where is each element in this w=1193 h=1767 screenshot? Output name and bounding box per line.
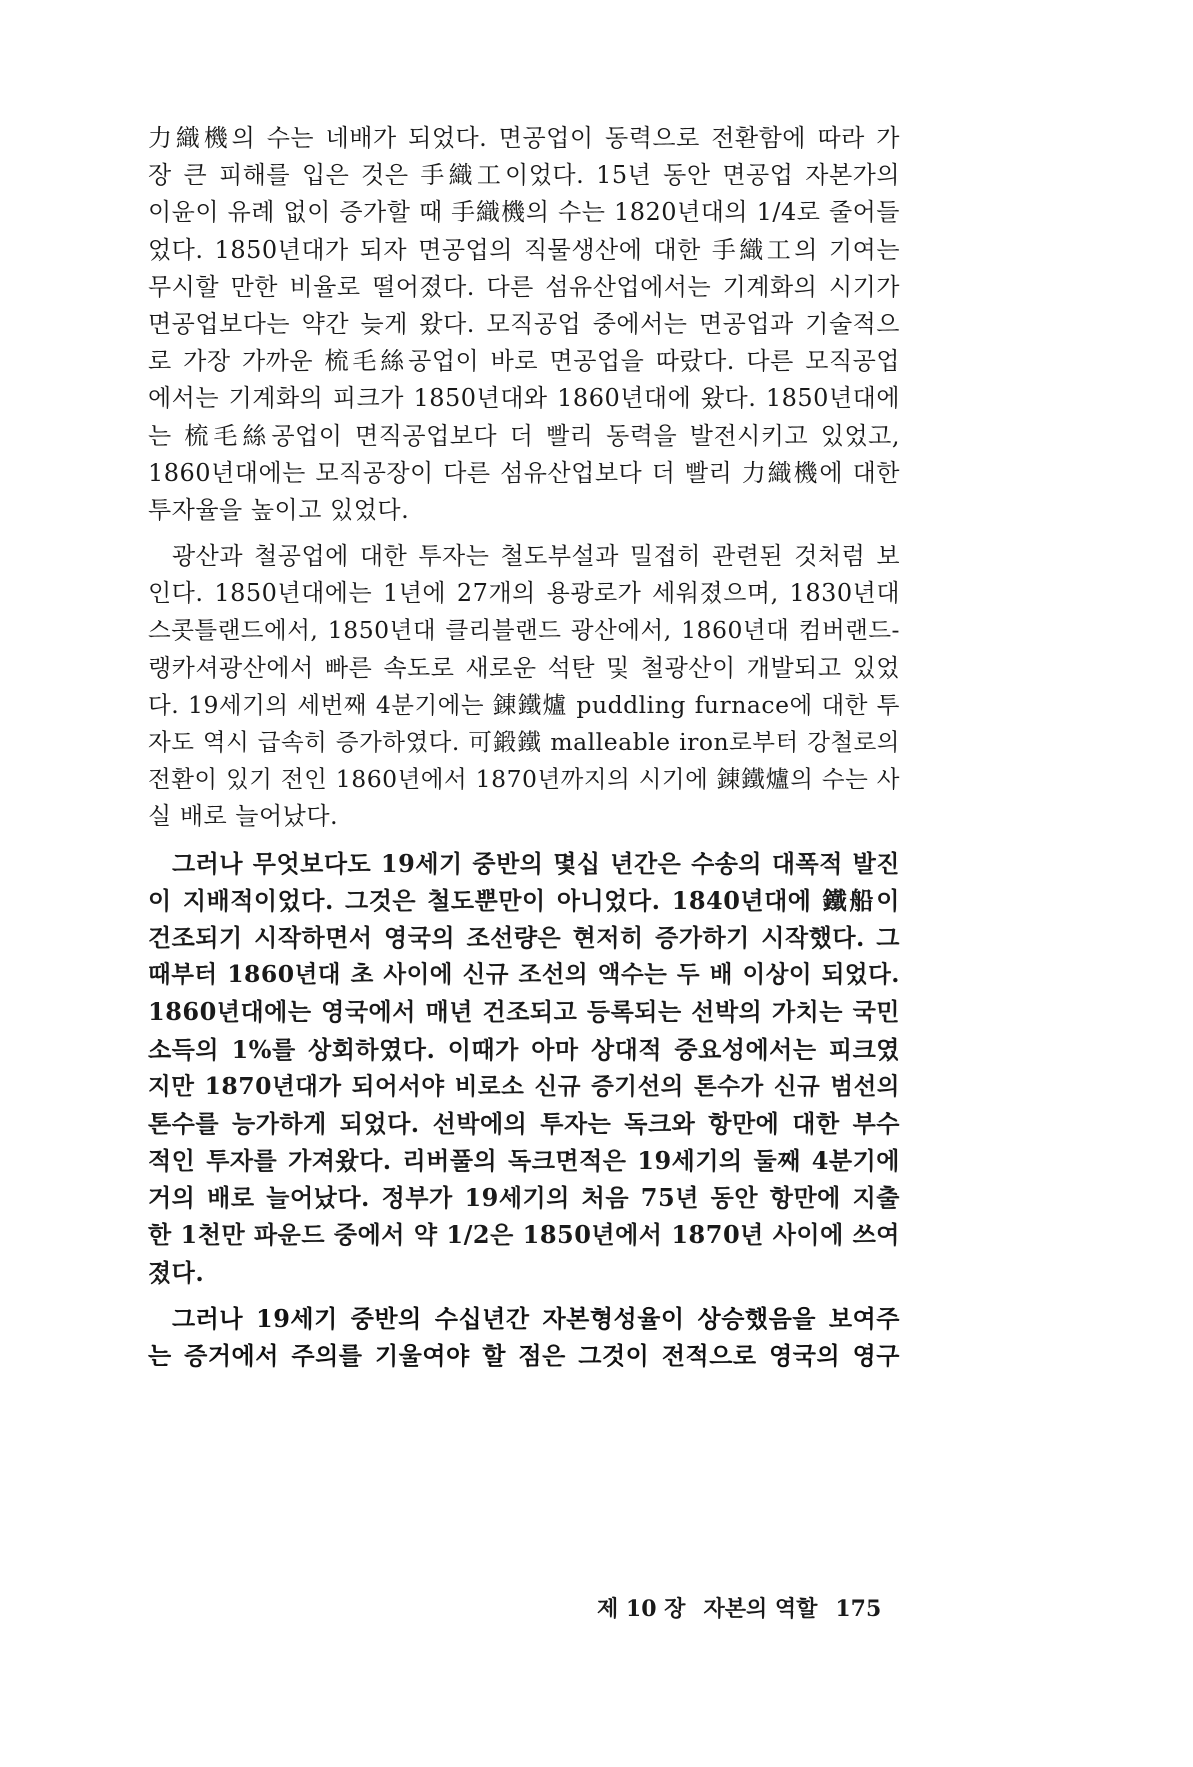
paragraph-3: [148, 845, 900, 1291]
text-line: 인다. 1850년대에는 1년에 27개의 용광로가 세워졌으며, 1830년대: [148, 579, 900, 608]
text-line: 장 큰 피해를 입은 것은 手織工이었다. 15년 동안 면공업 자본가의: [148, 161, 900, 190]
text-line: 무시할 만한 비율로 떨어졌다. 다른 섬유산업에서는 기계화의 시기가: [148, 272, 900, 301]
text-line: 랭카셔광산에서 빠른 속도로 새로운 석탄 및 철광산이 개발되고 있었: [148, 653, 900, 682]
text-line: 는 증거에서 주의를 기울여야 할 점은 그것이 전적으로 영국의 영구: [148, 1341, 900, 1370]
page-footer: [597, 1592, 882, 1623]
text-line: 소득의 1%를 상회하였다. 이때가 아마 상대적 중요성에서는 피크였: [148, 1034, 900, 1064]
chapter-title: 자본의 역할: [703, 1596, 818, 1622]
text-line: 전환이 있기 전인 1860년에서 1870년까지의 시기에 錬鐵爐의 수는 사: [148, 765, 900, 794]
text-line: 그러나 19세기 중반의 수십년간 자본형성율이 상승했음을 보여주: [172, 1303, 900, 1333]
text-line: 투자율을 높이고 있었다.: [148, 495, 410, 524]
text-line: 건조되기 시작하면서 영국의 조선량은 현저히 증가하기 시작했다. 그: [148, 922, 900, 952]
text-line: 이윤이 유례 없이 증가할 때 手織機의 수는 1820년대의 1/4로 줄어들: [148, 198, 900, 227]
text-line: 에서는 기계화의 피크가 1850년대와 1860년대에 왔다. 1850년대에: [148, 384, 900, 413]
text-line: 톤수를 능가하게 되었다. 선박에의 투자는 독크와 항만에 대한 부수: [148, 1108, 900, 1138]
text-line: 力織機의 수는 네배가 되었다. 면공업이 동력으로 전환함에 따라 가: [148, 124, 900, 152]
text-line: 는 梳毛絲공업이 면직공업보다 더 빨리 동력을 발전시키고 있었고,: [148, 421, 900, 450]
paragraph-1: [148, 120, 900, 529]
text-line: 광산과 철공업에 대한 투자는 철도부설과 밀접히 관련된 것처럼 보: [172, 542, 900, 571]
paragraph-2: [148, 538, 900, 836]
text-line: 졌다.: [148, 1257, 205, 1287]
text-line: 면공업보다는 약간 늦게 왔다. 모직공업 중에서는 면공업과 기술적으: [148, 309, 900, 338]
text-line: 1860년대에는 모직공장이 다른 섬유산업보다 더 빨리 力織機에 대한: [148, 458, 900, 487]
text-line: 1860년대에는 영국에서 매년 건조되고 등록되는 선박의 가치는 국민: [148, 997, 900, 1027]
body-text: [148, 120, 900, 1374]
paragraph-4: [148, 1300, 900, 1374]
text-line: 거의 배로 늘어났다. 정부가 19세기의 처음 75년 동안 항만에 지출: [148, 1183, 900, 1213]
text-line: 자도 역시 급속히 증가하였다. 可鍛鐵 malleable iron로부터 강철로의: [148, 728, 900, 756]
text-line: 스콧틀랜드에서, 1850년대 클리블랜드 광산에서, 1860년대 컴버랜드-: [148, 616, 900, 645]
text-line: 었다. 1850년대가 되자 면공업의 직물생산에 대한 手織工의 기여는: [148, 235, 900, 264]
text-line: 한 1천만 파운드 중에서 약 1/2은 1850년에서 1870년 사이에 쓰여: [148, 1220, 900, 1250]
text-line: 이 지배적이었다. 그것은 철도뿐만이 아니었다. 1840년대에 鐵船이: [148, 885, 900, 915]
text-line: 실 배로 늘어났다.: [148, 802, 339, 831]
text-line: 그러나 무엇보다도 19세기 중반의 몇십 년간은 수송의 대폭적 발진: [172, 848, 900, 878]
page-number: 175: [835, 1596, 882, 1622]
text-line: 지만 1870년대가 되어서야 비로소 신규 증기선의 톤수가 신규 범선의: [148, 1071, 900, 1100]
text-line: 로 가장 가까운 梳毛絲공업이 바로 면공업을 따랐다. 다른 모직공업: [148, 347, 900, 376]
chapter-label: 제 10 장: [597, 1596, 686, 1622]
text-line: 적인 투자를 가져왔다. 리버풀의 독크면적은 19세기의 둘째 4분기에: [148, 1146, 900, 1176]
text-line: 때부터 1860년대 초 사이에 신규 조선의 액수는 두 배 이상이 되었다.: [148, 960, 900, 989]
text-line: 다. 19세기의 세번째 4분기에는 錬鐵爐 puddling furnace에 대한 투: [148, 690, 900, 719]
